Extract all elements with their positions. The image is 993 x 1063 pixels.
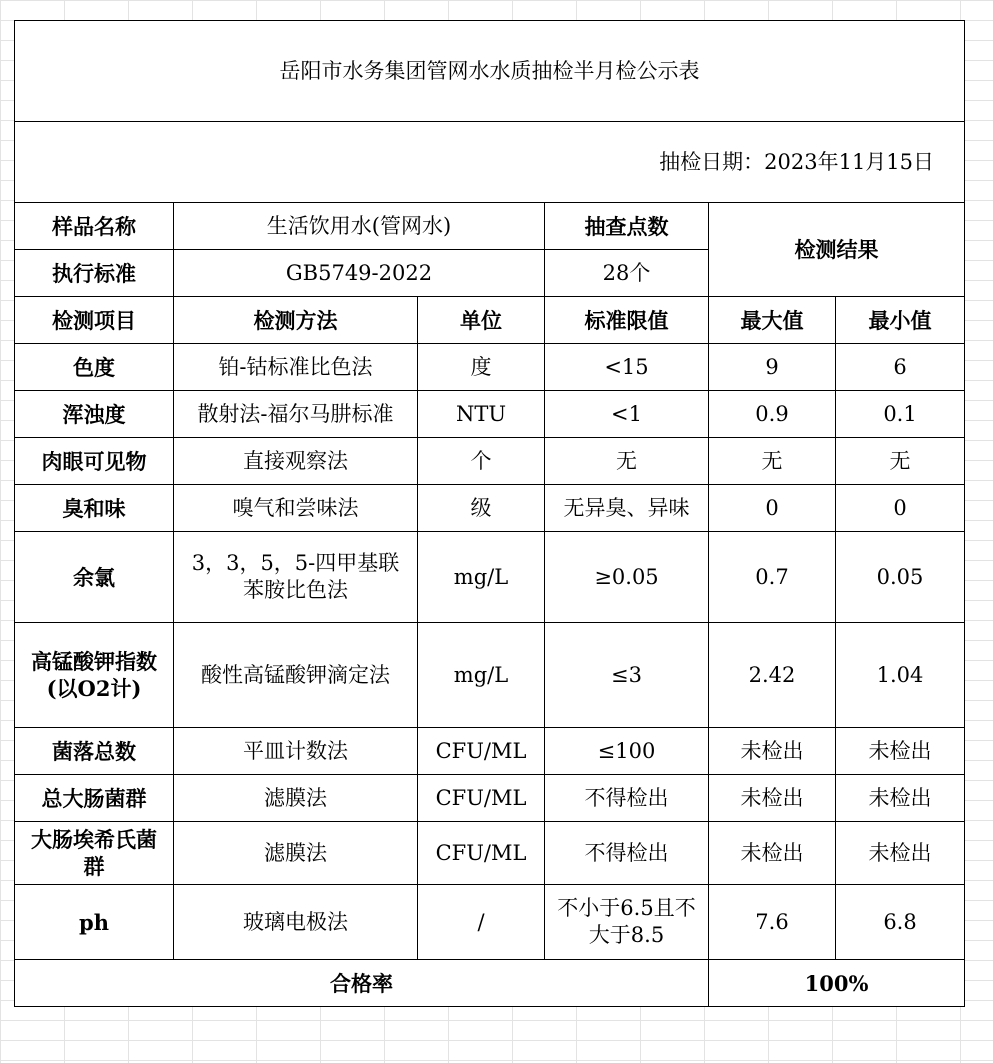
max-cell: 未检出 <box>709 728 836 775</box>
header-limit: 标准限值 <box>545 297 709 344</box>
standard-label: 执行标准 <box>15 250 174 297</box>
page-title: 岳阳市水务集团管网水水质抽检半月检公示表 <box>15 21 965 122</box>
min-cell: 6.8 <box>836 885 965 960</box>
max-cell: 未检出 <box>709 775 836 822</box>
min-cell: 0.1 <box>836 391 965 438</box>
max-cell: 0 <box>709 485 836 532</box>
item-cell: ph <box>15 885 174 960</box>
item-cell: 余氯 <box>15 532 174 623</box>
limit-line: 大于8.5 <box>588 923 665 947</box>
method-cell: 铂-钴标准比色法 <box>174 344 418 391</box>
sample-name-label: 样品名称 <box>15 203 174 250</box>
unit-cell: / <box>418 885 545 960</box>
table-row <box>15 438 965 485</box>
method-line: 苯胺比色法 <box>243 578 348 602</box>
limit-cell: ≤3 <box>545 623 709 728</box>
item-cell: 总大肠菌群 <box>15 775 174 822</box>
table-row <box>15 485 965 532</box>
min-cell: 未检出 <box>836 728 965 775</box>
item-cell <box>15 822 174 885</box>
item-cell: 色度 <box>15 344 174 391</box>
unit-cell: mg/L <box>418 623 545 728</box>
method-cell: 散射法-福尔马肼标准 <box>174 391 418 438</box>
unit-cell: 度 <box>418 344 545 391</box>
max-cell: 7.6 <box>709 885 836 960</box>
limit-cell <box>545 885 709 960</box>
header-unit: 单位 <box>418 297 545 344</box>
item-line: 大肠埃希氏菌 <box>31 827 157 852</box>
unit-cell: 个 <box>418 438 545 485</box>
limit-cell: 无 <box>545 438 709 485</box>
limit-cell: 不得检出 <box>545 775 709 822</box>
table-row <box>15 885 965 960</box>
min-cell: 0.05 <box>836 532 965 623</box>
header-method: 检测方法 <box>174 297 418 344</box>
max-cell: 9 <box>709 344 836 391</box>
limit-cell: 无异臭、异味 <box>545 485 709 532</box>
table-row <box>15 532 965 623</box>
limit-cell: <15 <box>545 344 709 391</box>
method-cell: 平皿计数法 <box>174 728 418 775</box>
pass-rate-label: 合格率 <box>15 960 709 1007</box>
method-cell: 玻璃电极法 <box>174 885 418 960</box>
unit-cell: CFU/ML <box>418 822 545 885</box>
item-line: 高锰酸钾指数 <box>31 649 157 674</box>
item-cell: 浑浊度 <box>15 391 174 438</box>
table-row <box>15 775 965 822</box>
item-line: (以O2计) <box>46 676 142 701</box>
points-value: 28个 <box>545 250 709 297</box>
min-cell: 0 <box>836 485 965 532</box>
method-cell: 滤膜法 <box>174 822 418 885</box>
header-max: 最大值 <box>709 297 836 344</box>
header-min: 最小值 <box>836 297 965 344</box>
points-label: 抽查点数 <box>545 203 709 250</box>
min-cell: 1.04 <box>836 623 965 728</box>
table-row <box>15 391 965 438</box>
max-cell: 未检出 <box>709 822 836 885</box>
item-line: 群 <box>83 854 105 879</box>
max-cell: 0.9 <box>709 391 836 438</box>
method-cell: 酸性高锰酸钾滴定法 <box>174 623 418 728</box>
min-cell: 未检出 <box>836 822 965 885</box>
pass-rate-row <box>15 960 965 1007</box>
min-cell: 6 <box>836 344 965 391</box>
pass-rate-value: 100% <box>709 960 965 1007</box>
limit-cell: <1 <box>545 391 709 438</box>
header-item: 检测项目 <box>15 297 174 344</box>
unit-cell: CFU/ML <box>418 728 545 775</box>
limit-cell: 不得检出 <box>545 822 709 885</box>
method-cell <box>174 532 418 623</box>
result-header: 检测结果 <box>709 203 965 297</box>
item-cell: 臭和味 <box>15 485 174 532</box>
table-row <box>15 728 965 775</box>
unit-cell: NTU <box>418 391 545 438</box>
inspection-date: 抽检日期：2023年11月15日 <box>15 122 965 203</box>
table-row <box>15 344 965 391</box>
max-cell: 无 <box>709 438 836 485</box>
table-row <box>15 623 965 728</box>
unit-cell: CFU/ML <box>418 775 545 822</box>
table-row <box>15 822 965 885</box>
quality-report-table <box>14 20 965 1007</box>
item-cell <box>15 623 174 728</box>
limit-line: 不小于6.5且不 <box>557 896 696 920</box>
method-line: 3，3，5，5-四甲基联 <box>191 551 400 575</box>
max-cell: 2.42 <box>709 623 836 728</box>
method-cell: 滤膜法 <box>174 775 418 822</box>
method-cell: 直接观察法 <box>174 438 418 485</box>
min-cell: 无 <box>836 438 965 485</box>
unit-cell: mg/L <box>418 532 545 623</box>
method-cell: 嗅气和尝味法 <box>174 485 418 532</box>
min-cell: 未检出 <box>836 775 965 822</box>
max-cell: 0.7 <box>709 532 836 623</box>
unit-cell: 级 <box>418 485 545 532</box>
item-cell: 肉眼可见物 <box>15 438 174 485</box>
limit-cell: ≥0.05 <box>545 532 709 623</box>
item-cell: 菌落总数 <box>15 728 174 775</box>
limit-cell: ≤100 <box>545 728 709 775</box>
standard-value: GB5749-2022 <box>174 250 545 297</box>
sample-name-value: 生活饮用水(管网水) <box>174 203 545 250</box>
